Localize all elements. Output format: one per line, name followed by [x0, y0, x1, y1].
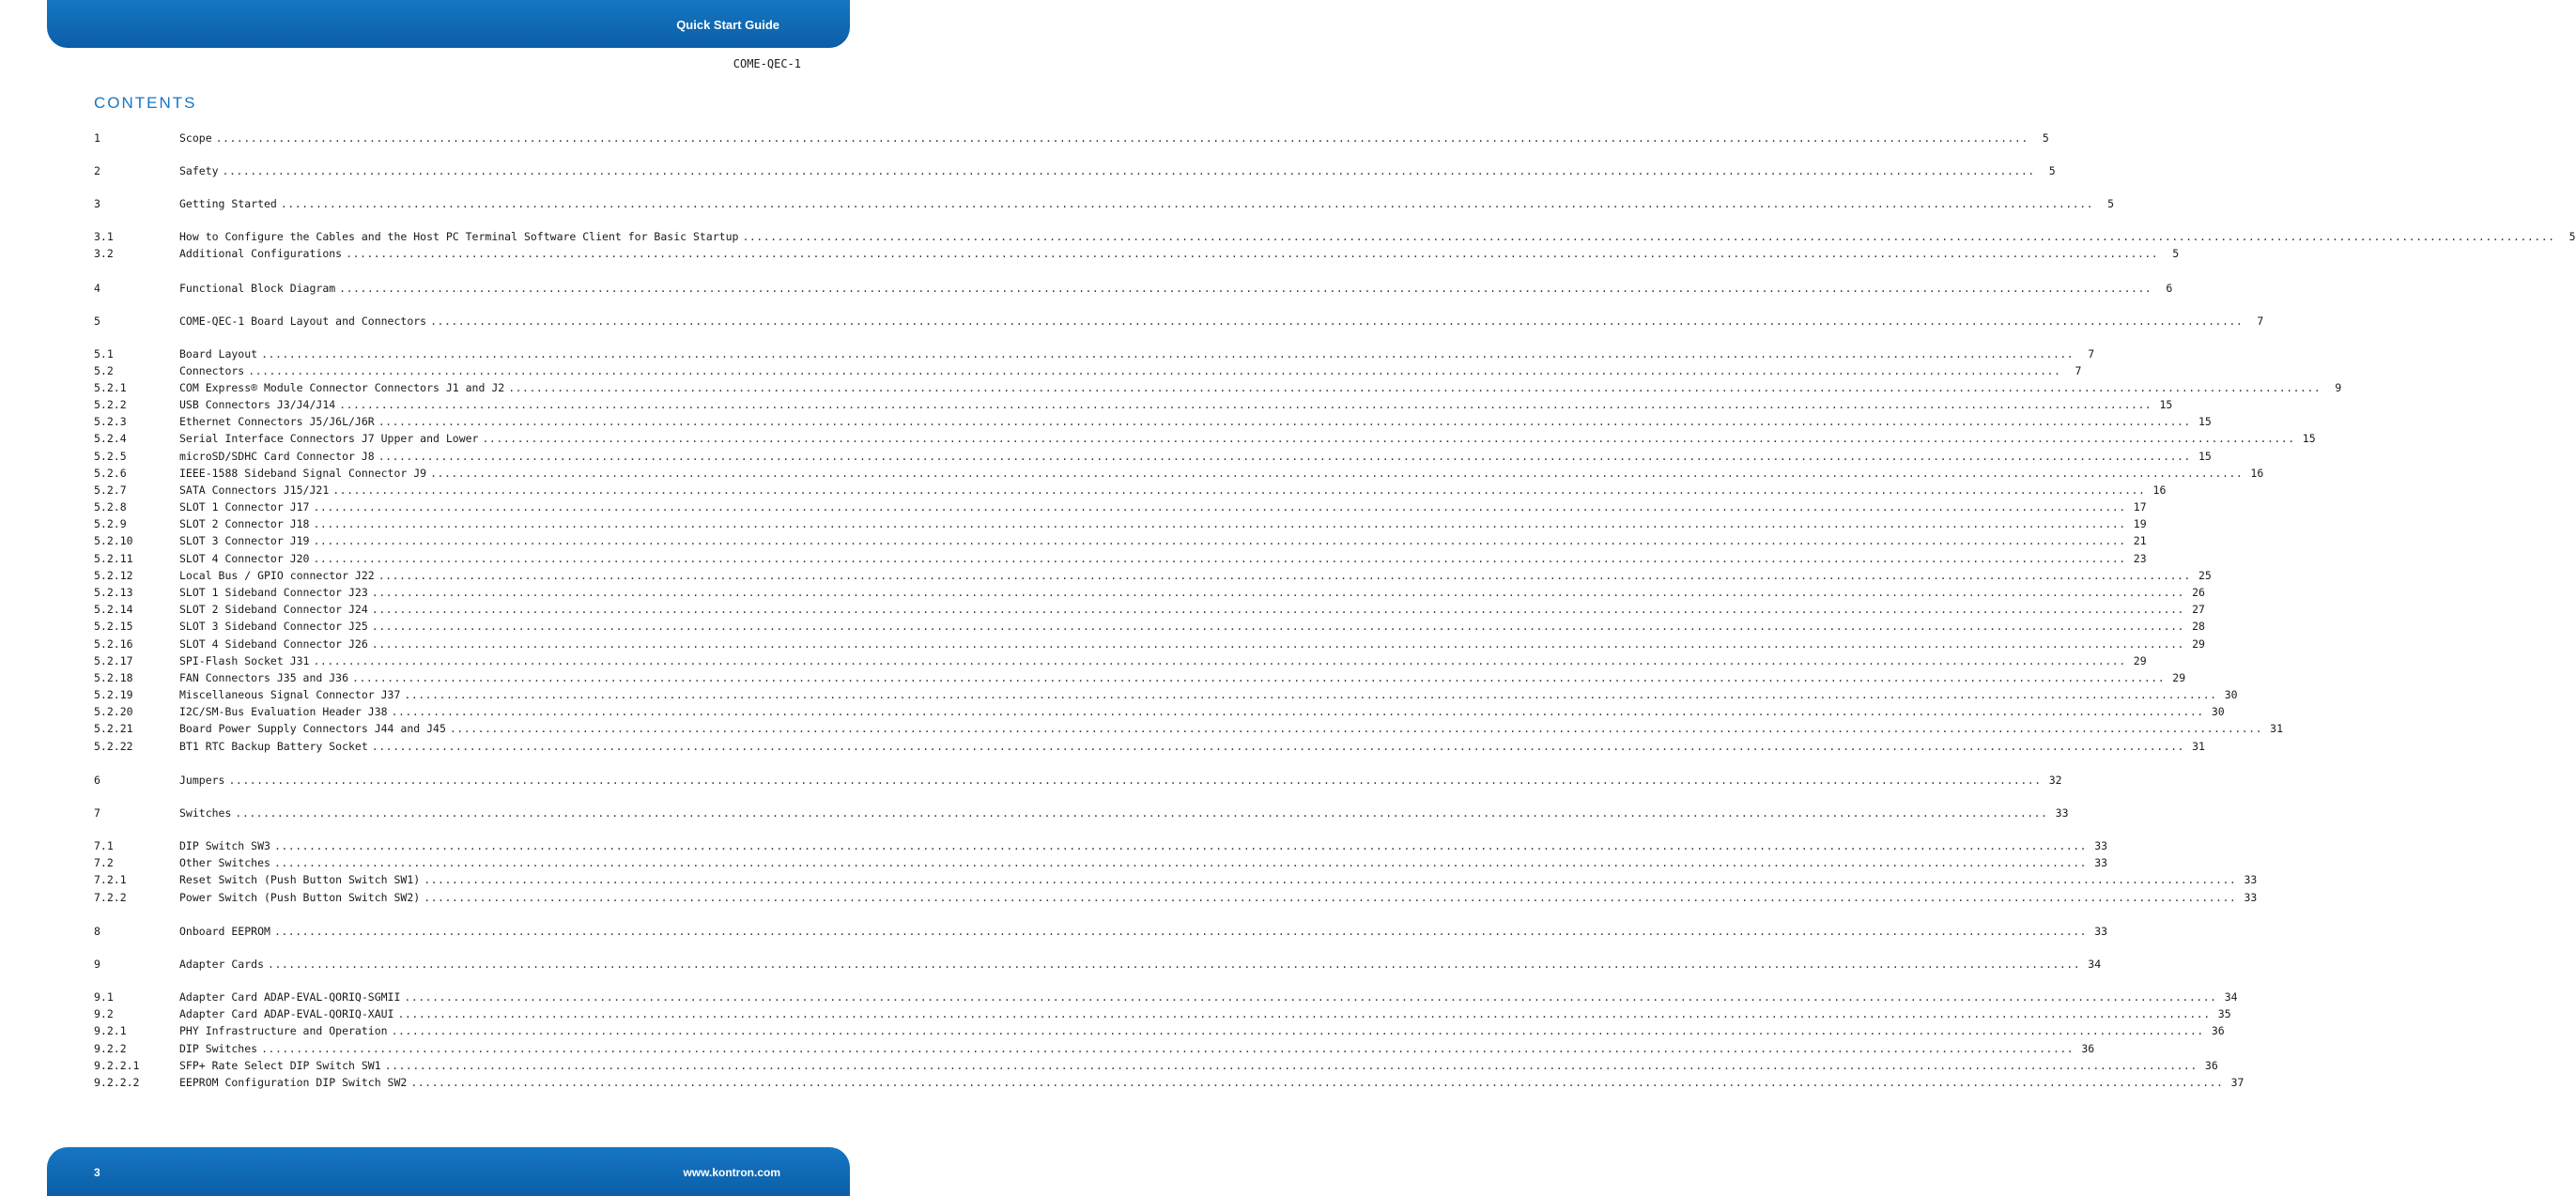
dot-leader: .................................................................................................................................................................................................................................................................... [313, 500, 2126, 514]
toc-entry-title[interactable]: SLOT 3 Sideband Connector J25 [179, 620, 368, 633]
dot-leader: .................................................................................................................................................................................................................................................................... [384, 1059, 2198, 1072]
toc-entry-title[interactable]: Connectors [179, 364, 245, 377]
toc-entry-number: 5.2.14 [94, 603, 133, 616]
dot-leader: .................................................................................................................................................................................................................................................................... [371, 740, 2184, 753]
toc-entry[interactable] [94, 636, 2205, 652]
dot-leader: .................................................................................................................................................................................................................................................................... [268, 958, 2081, 971]
toc-entry-page[interactable]: 31 [2270, 722, 2284, 735]
dot-leader: .................................................................................................................................................................................................................................................................... [273, 925, 2088, 938]
dot-leader: .................................................................................................................................................................................................................................................................... [371, 620, 2184, 633]
toc-entry-number: 5.2.8 [94, 500, 127, 514]
toc-entry-page[interactable]: 33 [2094, 856, 2108, 869]
toc-entry[interactable] [94, 346, 2095, 361]
toc-entry[interactable] [94, 551, 2147, 566]
dot-leader: .................................................................................................................................................................................................................................................................... [313, 654, 2126, 667]
toc-entry-title[interactable]: COM Express® Module Connector Connectors J1 and J2 [179, 381, 505, 394]
toc-entry-number: 5.2.20 [94, 705, 133, 718]
dot-leader: .................................................................................................................................................................................................................................................................... [424, 891, 2237, 904]
dot-leader: .................................................................................................................................................................................................................................................................... [332, 483, 2146, 497]
toc-entry-page[interactable]: 31 [2192, 740, 2205, 753]
toc-entry[interactable] [94, 449, 2212, 464]
toc-entry-number: 8 [94, 925, 100, 938]
toc-entry[interactable] [94, 516, 2147, 531]
dot-leader: .................................................................................................................................................................................................................................................................... [352, 671, 2166, 684]
toc-entry[interactable] [94, 397, 2173, 412]
dot-leader: .................................................................................................................................................................................................................................................................... [313, 552, 2126, 565]
toc-entry-page[interactable]: 7 [2075, 364, 2082, 377]
toc-entry-page[interactable]: 19 [2133, 517, 2147, 530]
dot-leader: .................................................................................................................................................................................................................................................................... [222, 164, 2035, 177]
toc-entry-number: 3.1 [94, 230, 114, 243]
toc-entry-title[interactable]: Scope [179, 131, 212, 145]
toc-entry-title[interactable]: Local Bus / GPIO connector J22 [179, 569, 375, 582]
toc-entry-number: 5.2.7 [94, 483, 127, 497]
toc-entry-page[interactable]: 15 [2198, 415, 2212, 428]
footer-bar [47, 1147, 850, 1196]
document-id: COME-QEC-1 [733, 57, 801, 70]
toc-entry[interactable] [94, 196, 2114, 211]
toc-entry-page[interactable]: 5 [2107, 197, 2114, 210]
dot-leader: .................................................................................................................................................................................................................................................................... [339, 398, 2152, 411]
toc-entry-title[interactable]: SLOT 4 Connector J20 [179, 552, 310, 565]
toc-entry[interactable] [94, 855, 2108, 870]
dot-leader: .................................................................................................................................................................................................................................................................... [449, 722, 2263, 735]
toc-entry-number: 5.2.6 [94, 467, 127, 480]
toc-entry-page[interactable]: 29 [2133, 654, 2147, 667]
toc-entry-number: 5.2.22 [94, 740, 133, 753]
toc-entry-title[interactable]: Adapter Card ADAP-EVAL-QORIQ-SGMII [179, 990, 401, 1004]
dot-leader: .................................................................................................................................................................................................................................................................... [235, 806, 2048, 820]
dot-leader: .................................................................................................................................................................................................................................................................... [508, 381, 2321, 394]
toc-entry-title[interactable]: Reset Switch (Push Button Switch SW1) [179, 873, 421, 886]
toc-entry-page[interactable]: 36 [2204, 1059, 2218, 1072]
toc-entry-title[interactable]: DIP Switch SW3 [179, 839, 270, 852]
toc-entry-number: 9.2.2.1 [94, 1059, 140, 1072]
toc-entry[interactable] [94, 585, 2205, 600]
toc-entry-page[interactable]: 27 [2192, 603, 2205, 616]
toc-entry-page[interactable]: 15 [2198, 450, 2212, 463]
toc-entry-number: 5.2.16 [94, 637, 133, 651]
toc-entry[interactable] [94, 1075, 2244, 1090]
toc-entry[interactable] [94, 163, 2056, 178]
toc-entry[interactable] [94, 957, 2102, 972]
dot-leader: .................................................................................................................................................................................................................................................................... [424, 873, 2237, 886]
toc-entry-title[interactable]: SLOT 2 Connector J18 [179, 517, 310, 530]
toc-entry[interactable] [94, 989, 2238, 1004]
dot-leader: .................................................................................................................................................................................................................................................................... [404, 688, 2217, 701]
toc-entry-number: 7 [94, 806, 100, 820]
toc-entry-title[interactable]: EEPROM Configuration DIP Switch SW2 [179, 1076, 408, 1089]
toc-entry-title[interactable]: I2C/SM-Bus Evaluation Header J38 [179, 705, 388, 718]
toc-entry-page[interactable]: 7 [2257, 314, 2264, 328]
dot-leader: .................................................................................................................................................................................................................................................................... [371, 603, 2184, 616]
header-title: Quick Start Guide [676, 18, 779, 32]
toc-entry[interactable] [94, 838, 2108, 853]
toc-entry-number: 3 [94, 197, 100, 210]
toc-entry-number: 5.2.18 [94, 671, 133, 684]
dot-leader: .................................................................................................................................................................................................................................................................... [404, 990, 2217, 1004]
toc-entry-title[interactable]: Adapter Cards [179, 958, 265, 971]
toc-entry-number: 5.2.11 [94, 552, 133, 565]
toc-entry-title[interactable]: DIP Switches [179, 1042, 258, 1055]
dot-leader: .................................................................................................................................................................................................................................................................... [273, 856, 2088, 869]
toc-entry-title[interactable]: Miscellaneous Signal Connector J37 [179, 688, 401, 701]
toc-entry-number: 5.2.5 [94, 450, 127, 463]
toc-entry-number: 5.1 [94, 347, 114, 360]
toc-entry-page[interactable]: 16 [2250, 467, 2264, 480]
toc-entry-number: 5.2.15 [94, 620, 133, 633]
toc-entry-title[interactable]: How to Configure the Cables and the Host PC Terminal Software Client for Basic Startup [179, 230, 739, 243]
dot-leader: .................................................................................................................................................................................................................................................................... [313, 517, 2126, 530]
toc-entry-number: 1 [94, 131, 100, 145]
toc-entry[interactable] [94, 499, 2147, 514]
toc-entry-title[interactable]: Other Switches [179, 856, 270, 869]
dot-leader: .................................................................................................................................................................................................................................................................... [228, 774, 2042, 787]
toc-entry[interactable] [94, 924, 2108, 939]
toc-entry-title[interactable]: Functional Block Diagram [179, 282, 336, 295]
toc-entry[interactable] [94, 1006, 2231, 1021]
toc-entry-title[interactable]: Additional Configurations [179, 247, 343, 260]
toc-entry-page[interactable]: 35 [2217, 1007, 2231, 1020]
toc-entry-page[interactable]: 32 [2048, 774, 2062, 787]
toc-entry-number: 5.2.17 [94, 654, 133, 667]
toc-entry[interactable] [94, 653, 2147, 668]
toc-entry-number: 3.2 [94, 247, 114, 260]
toc-entry-page[interactable]: 21 [2133, 534, 2147, 547]
toc-entry-page[interactable]: 33 [2094, 925, 2108, 938]
dot-leader: .................................................................................................................................................................................................................................................................... [378, 450, 2191, 463]
toc-entry-number: 9.1 [94, 990, 114, 1004]
toc-entry-number: 2 [94, 164, 100, 177]
toc-entry-title[interactable]: FAN Connectors J35 and J36 [179, 671, 349, 684]
toc-entry-title[interactable]: Safety [179, 164, 219, 177]
toc-entry-page[interactable]: 26 [2192, 586, 2205, 599]
toc-entry[interactable] [94, 431, 2316, 446]
dot-leader: .................................................................................................................................................................................................................................................................... [391, 1024, 2204, 1037]
toc-entry-page[interactable]: 34 [2224, 990, 2238, 1004]
toc-entry[interactable] [94, 704, 2225, 719]
toc-entry[interactable] [94, 773, 2062, 788]
dot-leader: .................................................................................................................................................................................................................................................................... [215, 131, 2028, 145]
toc-entry[interactable] [94, 739, 2205, 754]
toc-entry-page[interactable]: 34 [2088, 958, 2102, 971]
toc-entry-number: 5 [94, 314, 100, 328]
toc-entry[interactable] [94, 483, 2167, 498]
dot-leader: .................................................................................................................................................................................................................................................................... [378, 415, 2191, 428]
toc-entry-number: 9 [94, 958, 100, 971]
toc-entry-title[interactable]: Onboard EEPROM [179, 925, 270, 938]
toc-entry-title[interactable]: Board Layout [179, 347, 258, 360]
toc-entry-title[interactable]: Board Power Supply Connectors J44 and J45 [179, 722, 446, 735]
toc-entry-number: 5.2.4 [94, 432, 127, 445]
toc-entry-page[interactable]: 29 [2172, 671, 2186, 684]
toc-entry-page[interactable]: 15 [2159, 398, 2173, 411]
toc-entry[interactable] [94, 130, 2049, 146]
toc-entry[interactable] [94, 414, 2212, 429]
toc-entry[interactable] [94, 1023, 2225, 1038]
toc-entry[interactable] [94, 466, 2264, 481]
page-number: 3 [94, 1166, 100, 1179]
toc-entry[interactable] [94, 872, 2258, 887]
toc-entry-title[interactable]: SLOT 1 Connector J17 [179, 500, 310, 514]
toc-entry-number: 9.2 [94, 1007, 114, 1020]
dot-leader: .................................................................................................................................................................................................................................................................... [391, 705, 2204, 718]
dot-leader: .................................................................................................................................................................................................................................................................... [742, 230, 2555, 243]
toc-entry[interactable] [94, 602, 2205, 617]
toc-entry-number: 9.2.2 [94, 1042, 127, 1055]
toc-entry-page[interactable]: 16 [2152, 483, 2167, 497]
toc-entry-page[interactable]: 9 [2335, 381, 2342, 394]
toc-entry[interactable] [94, 246, 2180, 261]
toc-entry-title[interactable]: USB Connectors J3/J4/J14 [179, 398, 336, 411]
toc-entry-page[interactable]: 7 [2088, 347, 2095, 360]
toc-entry[interactable] [94, 721, 2284, 736]
dot-leader: .................................................................................................................................................................................................................................................................... [397, 1007, 2211, 1020]
toc-entry-title[interactable]: Getting Started [179, 197, 277, 210]
toc-entry-page[interactable]: 33 [2094, 839, 2108, 852]
toc-entry-number: 5.2.19 [94, 688, 133, 701]
toc-entry-page[interactable]: 5 [2568, 230, 2576, 243]
toc-entry-page[interactable]: 6 [2166, 282, 2173, 295]
toc-entry-number: 5.2.3 [94, 415, 127, 428]
toc-entry[interactable] [94, 619, 2205, 634]
toc-entry-page[interactable]: 30 [2211, 705, 2225, 718]
dot-leader: .................................................................................................................................................................................................................................................................... [339, 282, 2152, 295]
toc-entry-title[interactable]: IEEE-1588 Sideband Signal Connector J9 [179, 467, 427, 480]
toc-entry-page[interactable]: 17 [2133, 500, 2147, 514]
toc-entry-title[interactable]: SATA Connectors J15/J21 [179, 483, 330, 497]
toc-entry-page[interactable]: 37 [2230, 1076, 2244, 1089]
dot-leader: .................................................................................................................................................................................................................................................................... [482, 432, 2295, 445]
toc-entry-page[interactable]: 5 [2048, 164, 2056, 177]
toc-entry[interactable] [94, 229, 2576, 244]
toc-entry-title[interactable]: COME-QEC-1 Board Layout and Connectors [179, 314, 427, 328]
toc-entry-title[interactable]: microSD/SDHC Card Connector J8 [179, 450, 375, 463]
toc-entry-number: 5.2.9 [94, 517, 127, 530]
dot-leader: .................................................................................................................................................................................................................................................................... [346, 247, 2159, 260]
toc-entry-title[interactable]: SPI-Flash Socket J31 [179, 654, 310, 667]
toc-entry-page[interactable]: 29 [2192, 637, 2205, 651]
toc-entry-number: 7.2.1 [94, 873, 127, 886]
toc-entry-number: 7.1 [94, 839, 114, 852]
toc-entry[interactable] [94, 670, 2186, 685]
toc-entry-number: 5.2.10 [94, 534, 133, 547]
dot-leader: .................................................................................................................................................................................................................................................................... [410, 1076, 2224, 1089]
dot-leader: .................................................................................................................................................................................................................................................................... [430, 314, 2244, 328]
toc-entry-page[interactable]: 30 [2224, 688, 2238, 701]
toc-entry[interactable] [94, 533, 2147, 548]
toc-entry-number: 5.2.13 [94, 586, 133, 599]
toc-entry-page[interactable]: 5 [2172, 247, 2180, 260]
toc-entry[interactable] [94, 890, 2258, 905]
toc-entry[interactable] [94, 380, 2342, 395]
toc-entry-number: 5.2.21 [94, 722, 133, 735]
toc-entry[interactable] [94, 568, 2212, 583]
dot-leader: .................................................................................................................................................................................................................................................................... [280, 197, 2093, 210]
dot-leader: .................................................................................................................................................................................................................................................................... [430, 467, 2244, 480]
toc-entry[interactable] [94, 363, 2082, 378]
toc-entry-title[interactable]: Jumpers [179, 774, 225, 787]
toc-entry-page[interactable]: 33 [2244, 891, 2258, 904]
toc-entry-page[interactable]: 23 [2133, 552, 2147, 565]
toc-entry-number: 5.2 [94, 364, 114, 377]
toc-entry[interactable] [94, 281, 2173, 296]
dot-leader: .................................................................................................................................................................................................................................................................... [378, 569, 2191, 582]
toc-entry-title[interactable]: Switches [179, 806, 232, 820]
toc-entry-page[interactable]: 15 [2302, 432, 2316, 445]
toc-entry-title[interactable]: PHY Infrastructure and Operation [179, 1024, 388, 1037]
toc-entry-title[interactable]: BT1 RTC Backup Battery Socket [179, 740, 368, 753]
toc-entry-page[interactable]: 33 [2244, 873, 2258, 886]
toc-entry-number: 7.2 [94, 856, 114, 869]
toc-entry-number: 9.2.1 [94, 1024, 127, 1037]
dot-leader: .................................................................................................................................................................................................................................................................... [273, 839, 2088, 852]
contents-heading: CONTENTS [94, 94, 197, 112]
toc-entry[interactable] [94, 1058, 2218, 1073]
toc-entry[interactable] [94, 314, 2264, 329]
toc-entry-title[interactable]: Serial Interface Connectors J7 Upper and Lower [179, 432, 479, 445]
toc-entry[interactable] [94, 1041, 2095, 1056]
toc-entry-number: 5.2.2 [94, 398, 127, 411]
toc-entry-number: 6 [94, 774, 100, 787]
toc-entry-title[interactable]: SFP+ Rate Select DIP Switch SW1 [179, 1059, 381, 1072]
toc-entry-number: 4 [94, 282, 100, 295]
toc-entry-number: 7.2.2 [94, 891, 127, 904]
toc-entry-title[interactable]: SLOT 1 Sideband Connector J23 [179, 586, 368, 599]
toc-entry-number: 5.2.12 [94, 569, 133, 582]
dot-leader: .................................................................................................................................................................................................................................................................... [248, 364, 2061, 377]
toc-entry-number: 9.2.2.2 [94, 1076, 140, 1089]
toc-entry-title[interactable]: Power Switch (Push Button Switch SW2) [179, 891, 421, 904]
footer-url-link[interactable]: www.kontron.com [683, 1166, 780, 1179]
toc-entry-title[interactable]: SLOT 3 Connector J19 [179, 534, 310, 547]
toc-entry[interactable] [94, 805, 2069, 820]
toc-entry-number: 5.2.1 [94, 381, 127, 394]
dot-leader: .................................................................................................................................................................................................................................................................... [261, 1042, 2075, 1055]
toc-entry-page[interactable]: 25 [2198, 569, 2212, 582]
toc-entry-page[interactable]: 5 [2042, 131, 2049, 145]
toc-entry-page[interactable]: 33 [2055, 806, 2069, 820]
toc-entry[interactable] [94, 687, 2238, 702]
toc-entry-title[interactable]: SLOT 2 Sideband Connector J24 [179, 603, 368, 616]
dot-leader: .................................................................................................................................................................................................................................................................... [261, 347, 2075, 360]
dot-leader: .................................................................................................................................................................................................................................................................... [371, 637, 2184, 651]
toc-entry-title[interactable]: SLOT 4 Sideband Connector J26 [179, 637, 368, 651]
dot-leader: .................................................................................................................................................................................................................................................................... [371, 586, 2184, 599]
toc-entry-page[interactable]: 28 [2192, 620, 2205, 633]
toc-entry-title[interactable]: Adapter Card ADAP-EVAL-QORIQ-XAUI [179, 1007, 394, 1020]
dot-leader: .................................................................................................................................................................................................................................................................... [313, 534, 2126, 547]
header-bar [47, 0, 850, 48]
toc-entry-page[interactable]: 36 [2081, 1042, 2095, 1055]
toc-entry-title[interactable]: Ethernet Connectors J5/J6L/J6R [179, 415, 375, 428]
toc-entry-page[interactable]: 36 [2211, 1024, 2225, 1037]
